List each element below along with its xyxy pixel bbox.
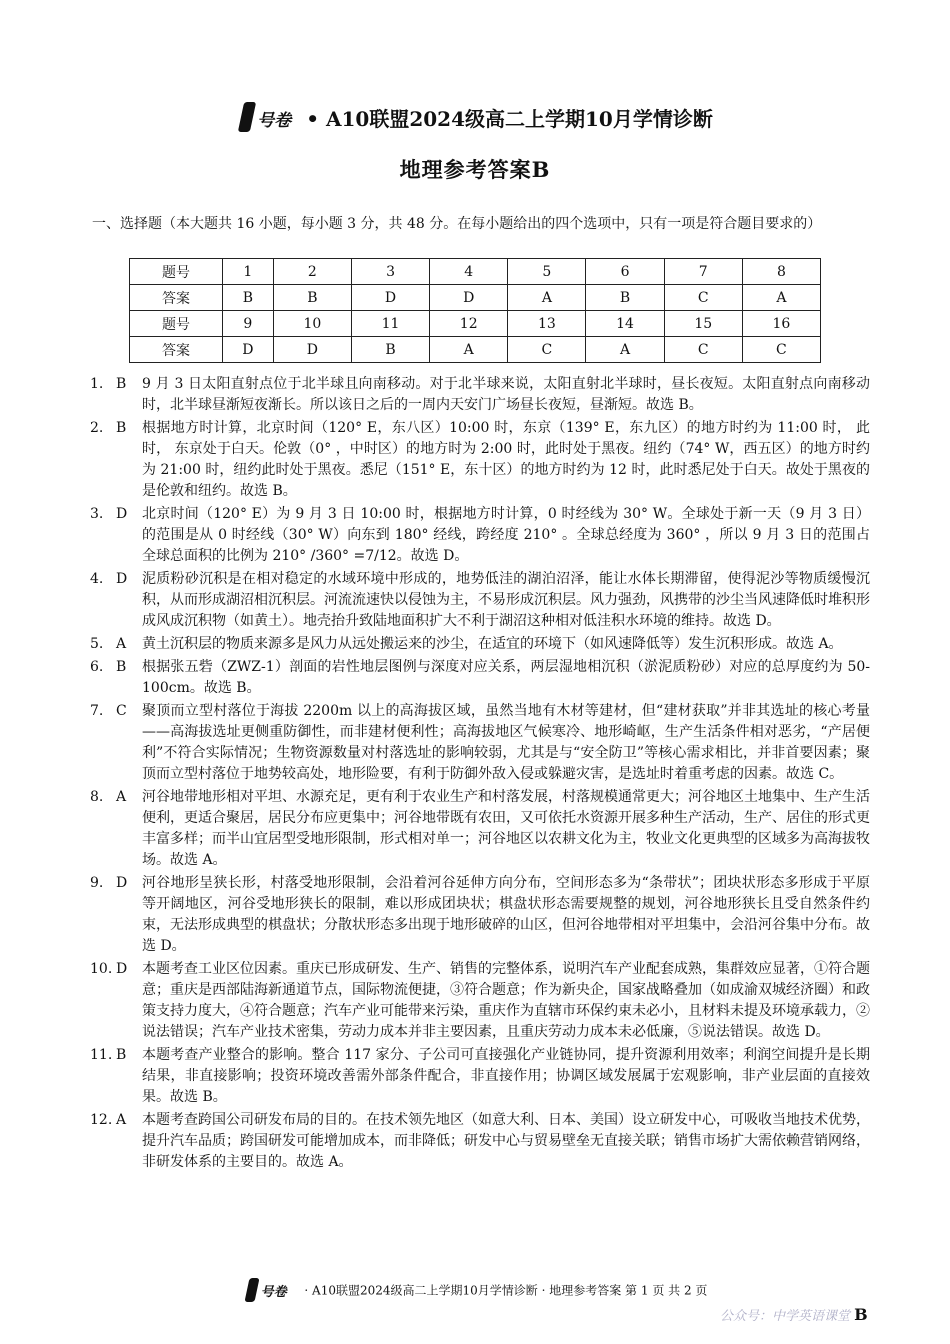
table-cell: 14 [586,311,664,337]
item-number: 10. [90,961,113,977]
page-subtitle: 地理参考答案B [399,157,551,182]
table-cell: D [223,337,274,363]
watermark-text: 公众号：中学英语课堂 [720,1309,851,1324]
item-text: 根据张五砦（ZWZ-1）剖面的岩性地层图例与深度对应关系，两层湿地相沉积（淤泥质粉砂）对应的总厚度约为 50-100cm。故选 B。 [142,659,870,696]
table-cell: B [273,285,351,311]
table-cell: 4 [430,259,508,285]
footer-logo [243,1276,297,1304]
page-title: • A10联盟2024级高二上学期10月学情诊断 [306,106,713,131]
table-cell: A [742,285,820,311]
item-number: 9. [90,875,104,891]
table-cell: 13 [508,311,586,337]
table-cell: C [742,337,820,363]
table-cell: A [508,285,586,311]
table-cell: 8 [742,259,820,285]
item-number: 2. [90,420,104,436]
item-number: 6. [90,659,104,675]
item-text: 黄土沉积层的物质来源多是风力从远处搬运来的沙尘，在适宜的环境下（如风速降低等）发生沉积形成。故选 A。 [142,636,843,652]
document-header [0,100,950,134]
list-item [90,374,870,416]
item-text: 河谷地带地形相对平坦、水源充足，更有利于农业生产和村落发展，村落规模通常更大；河谷地区土地集中、生产生活便利，更适合聚居，居民分布应更集中；河谷地带既有农田，又可依托水资源开展多种生产活动，生产、居住的形式更丰富多样；而半山宜居型受地形限制，形式相对单一；河谷地区以农耕文化为主，牧业文化更典型的区域多为高海拔牧场。故选 A。 [142,789,870,868]
list-item [90,701,870,785]
item-answer: B [116,376,127,392]
page-footer [0,1276,950,1304]
item-answer: D [116,506,128,522]
item-number: 1. [90,376,104,392]
brand-logo [237,100,297,134]
table-cell: 1 [223,259,274,285]
table-cell: 2 [273,259,351,285]
list-item [90,634,870,655]
item-number: 7. [90,703,104,719]
list-item [90,569,870,632]
row-label: 题号 [130,259,223,285]
table-cell: B [586,285,664,311]
list-item [90,1110,870,1173]
item-text: 北京时间（120° E）为 9 月 3 日 10:00 时，根据地方时计算，0 时经线为 30° W。全球处于新一天（9 月 3 日）的范围是从 0 时经线（30° W）向东到 180° 经线，跨经度 210° 。全球总经度为 360° ，所以 9 月 3 日的范围占全球总面积的比例为 210° /360° =7/12。故选 D。 [142,506,870,564]
item-number: 4. [90,571,104,587]
table-cell: A [586,337,664,363]
table-cell: 16 [742,311,820,337]
item-answer: A [116,789,127,805]
table-cell: 6 [586,259,664,285]
list-item [90,1045,870,1108]
table-cell: 12 [430,311,508,337]
table-cell: B [351,337,429,363]
row-label: 答案 [130,337,223,363]
item-number: 8. [90,789,104,805]
table-row [130,311,821,337]
watermark-suffix: B [854,1305,868,1324]
item-text: 根据地方时计算，北京时间（120° E，东八区）10:00 时，东京（139° E，东九区）的地方时约为 11:00 时， 此时， 东京处于白天。伦敦（0° ，中时区）的地方时为 2:00 时，此时处于黑夜。纽约（74° W，西五区）的地方时约为 21:00 时，纽约此时处于黑夜。悉尼（151° E，东十区）的地方时约为 12 时，此时悉尼处于白天。故处于黑夜的是伦敦和纽约。故选 B。 [142,420,870,499]
table-cell: C [664,285,742,311]
answer-table [129,258,821,363]
list-item [90,873,870,957]
table-row [130,259,821,285]
logo-stroke-icon [238,102,256,132]
list-item [90,418,870,502]
item-answer: D [116,961,128,977]
table-cell: C [508,337,586,363]
list-item [90,657,870,699]
item-number: 12. [90,1112,113,1128]
explanation-list [90,374,870,1175]
table-row [130,337,821,363]
item-answer: B [116,659,127,675]
table-cell: A [430,337,508,363]
item-answer: B [116,420,127,436]
table-cell: C [664,337,742,363]
table-cell: 11 [351,311,429,337]
list-item [90,787,870,871]
item-answer: D [116,875,128,891]
logo-stroke-icon [244,1278,259,1302]
table-cell: D [430,285,508,311]
item-text: 本题考查产业整合的影响。整合 117 家分、子公司可直接强化产业链协同，提升资源利用效率；利润空间提升是长期结果，非直接影响；投资环境改善需外部条件配合，非直接作用；协调区域发展属于宏观影响，非产业层面的直接效果。故选 B。 [142,1047,870,1105]
table-cell: D [273,337,351,363]
item-answer: B [116,1047,127,1063]
table-cell: 10 [273,311,351,337]
item-text: 河谷地形呈狭长形，村落受地形限制，会沿着河谷延伸方向分布，空间形态多为“条带状”；团块状形态多形成于平原等开阔地区，河谷受地形狭长的限制，难以形成团块状；棋盘状形态需要规整的规划，河谷地形狭长且受自然条件约束，无法形成典型的棋盘状；分散状形态多出现于地形破碎的山区，但河谷地带相对平坦集中，会沿河谷集中分布。故选 D。 [142,875,870,954]
item-answer: C [116,703,127,719]
table-cell: 5 [508,259,586,285]
table-row [130,285,821,311]
item-text: 本题考查工业区位因素。重庆已形成研发、生产、销售的完整体系，说明汽车产业配套成熟，集群效应显著，①符合题意；重庆是西部陆海新通道节点，国际物流便捷，③符合题意；作为新央企，国家战略叠加（如成渝双城经济圈）和政策支持力度大，④符合题意；汽车产业可能带来污染，重庆作为直辖市环保约束未必小，且材料未提及环境承载力，②说法错误；汽车产业技术密集，劳动力成本并非主要因素，且重庆劳动力成本未必低廉，⑤说法错误。故选 D。 [142,961,870,1040]
table-cell: 9 [223,311,274,337]
row-label: 答案 [130,285,223,311]
table-cell: 3 [351,259,429,285]
row-label: 题号 [130,311,223,337]
item-answer: D [116,571,128,587]
item-text: 聚顶而立型村落位于海拔 2200m 以上的高海拔区域，虽然当地有木材等建材，但“建材获取”并非其选址的核心考量——高海拔选址更侧重防御性，而非建材便利性；高海拔地区气候寒冷、地形崎岖，生产生活条件相对恶劣，“产居便利”不符合实际情况；生物资源数量对村落选址的影响较弱，尤其是与“安全防卫”等核心需求相比，并非首要因素；聚顶而立型村落位于地势较高处，地形险要，有利于防御外敌入侵或躲避灾害，是选址时着重考虑的因素。故选 C。 [142,703,870,782]
footer-text: · A10联盟2024级高二上学期10月学情诊断 · 地理参考答案 第 1 页 共 2 页 [304,1283,708,1298]
item-number: 5. [90,636,104,652]
item-text: 泥质粉砂沉积是在相对稳定的水域环境中形成的，地势低洼的湖泊沼泽，能让水体长期滞留，使得泥沙等物质缓慢沉积，从而形成湖沼相沉积层。河流流速快以侵蚀为主，不易形成沉积层。风力强劲，风携带的沙尘当风速降低时堆积形成风成沉积物（如黄土）。地壳抬升致陆地面积扩大不利于湖沼这种相对低洼积水环境的维持。故选 D。 [142,571,870,629]
table-cell: 15 [664,311,742,337]
list-item [90,959,870,1043]
logo-text: 号卷 [260,1285,287,1300]
item-answer: A [116,1112,127,1128]
table-cell: 7 [664,259,742,285]
list-item [90,504,870,567]
section-heading: 一、选择题（本大题共 16 小题，每小题 3 分，共 48 分。在每小题给出的四个选项中，只有一项是符合题目要求的） [92,216,822,232]
item-text: 本题考查跨国公司研发布局的目的。在技术领先地区（如意大利、日本、美国）设立研发中心，可吸收当地技术优势，提升汽车品质；跨国研发可能增加成本，而非降低；研发中心与贸易壁垒无直接关联；销售市场扩大需依赖营销网络，非研发体系的主要目的。故选 A。 [142,1112,870,1170]
watermark [720,1305,868,1324]
logo-text: 号卷 [257,111,292,131]
item-number: 3. [90,506,104,522]
item-text: 9 月 3 日太阳直射点位于北半球且向南移动。对于北半球来说，太阳直射北半球时，昼长夜短。太阳直射点向南移动时，北半球昼渐短夜渐长。所以该日之后的一周内天安门广场昼长夜短，昼渐短。故选 B。 [142,376,870,413]
table-cell: D [351,285,429,311]
table-cell: B [223,285,274,311]
item-number: 11. [90,1047,113,1063]
item-answer: A [116,636,127,652]
